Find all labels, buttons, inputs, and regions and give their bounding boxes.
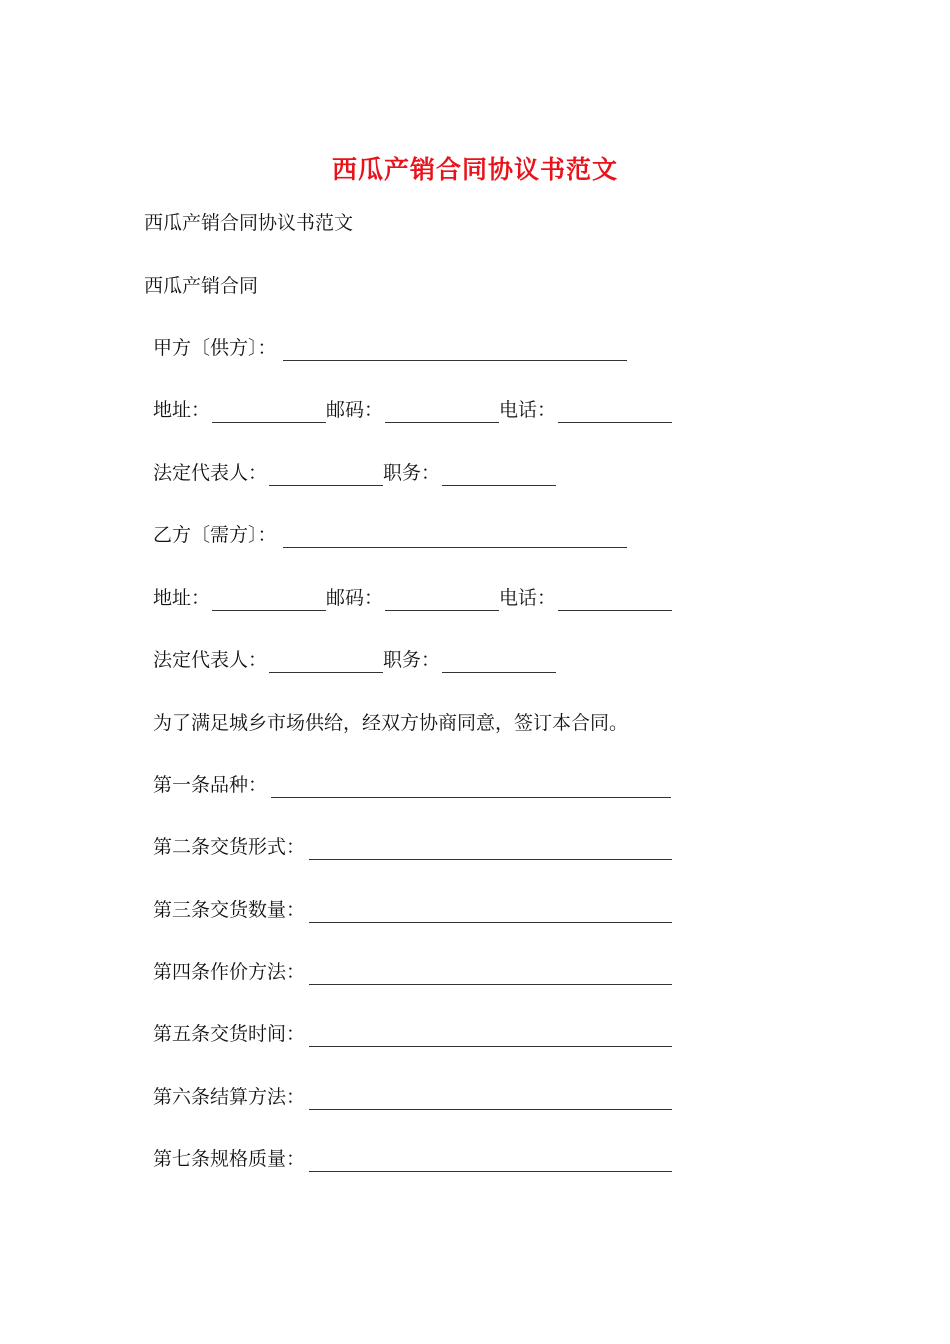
party-b-address-blank: [212, 590, 326, 611]
article-row: [153, 897, 672, 923]
article-label: 第五条交货时间：: [153, 1023, 306, 1045]
party-a-address-blank: [212, 402, 326, 423]
preamble-text: 为了满足城乡市场供给，经双方协商同意，签订本合同。: [153, 712, 629, 734]
party-b-row: [153, 522, 627, 548]
party-a-position-blank: [442, 465, 556, 486]
party-a-phone-label: 电话：: [499, 399, 557, 421]
party-b-postcode: [326, 585, 499, 611]
party-a-contact-row: [153, 397, 672, 423]
subtitle-text: 西瓜产销合同协议书范文: [144, 212, 354, 234]
party-a-phone: [499, 397, 672, 423]
party-a-postcode-label: 邮码：: [326, 399, 384, 421]
party-b-position: [383, 647, 556, 673]
article-row: [153, 1084, 672, 1110]
party-a-label: 甲方〔供方〕：: [153, 337, 277, 359]
party-b-postcode-blank: [385, 590, 499, 611]
party-a-position: [383, 460, 556, 486]
article-label: 第七条规格质量：: [153, 1148, 306, 1170]
section-heading-text: 西瓜产销合同: [144, 275, 259, 297]
party-a-postcode-blank: [385, 402, 499, 423]
party-b-label: 乙方〔需方〕：: [153, 524, 277, 546]
article-blank: [309, 964, 672, 985]
document-title: 西瓜产销合同协议书范文: [331, 155, 618, 184]
party-b-address-label: 地址：: [153, 587, 211, 609]
party-b-phone-blank: [558, 590, 672, 611]
party-a-position-label: 职务：: [383, 462, 441, 484]
party-b-legal-rep: [153, 647, 383, 673]
document-subtitle: [144, 210, 353, 236]
party-b-legal-rep-label: 法定代表人：: [153, 649, 268, 671]
article-row: [153, 1146, 672, 1172]
article-row: [153, 772, 671, 798]
article-label: 第二条交货形式：: [153, 836, 306, 858]
party-b-address: [153, 585, 326, 611]
party-a-phone-blank: [558, 402, 672, 423]
preamble: [153, 710, 628, 736]
article-label: 第一条品种：: [153, 774, 268, 796]
party-b-contact-row: [153, 585, 672, 611]
article-blank: [271, 777, 671, 798]
party-b-rep-row: [153, 647, 556, 673]
party-a-blank: [283, 340, 627, 361]
article-label: 第四条作价方法：: [153, 961, 306, 983]
party-b-phone: [499, 585, 672, 611]
party-a-address: [153, 397, 326, 423]
article-row: [153, 959, 672, 985]
party-a-postcode: [326, 397, 499, 423]
article-blank: [309, 902, 672, 923]
party-b-postcode-label: 邮码：: [326, 587, 384, 609]
party-a-address-label: 地址：: [153, 399, 211, 421]
article-row: [153, 834, 672, 860]
party-b-blank: [283, 527, 627, 548]
party-a-legal-rep-blank: [269, 465, 383, 486]
party-a-legal-rep-label: 法定代表人：: [153, 462, 268, 484]
party-a-legal-rep: [153, 460, 383, 486]
article-label: 第六条结算方法：: [153, 1086, 306, 1108]
article-blank: [309, 1026, 672, 1047]
article-blank: [309, 1089, 672, 1110]
section-heading: [144, 273, 258, 299]
party-a-rep-row: [153, 460, 556, 486]
party-b-phone-label: 电话：: [499, 587, 557, 609]
article-row: [153, 1021, 672, 1047]
article-label: 第三条交货数量：: [153, 899, 306, 921]
party-a-row: [153, 335, 627, 361]
article-blank: [309, 1151, 672, 1172]
party-b-position-label: 职务：: [383, 649, 441, 671]
article-blank: [309, 839, 672, 860]
party-b-legal-rep-blank: [269, 652, 383, 673]
party-b-position-blank: [442, 652, 556, 673]
